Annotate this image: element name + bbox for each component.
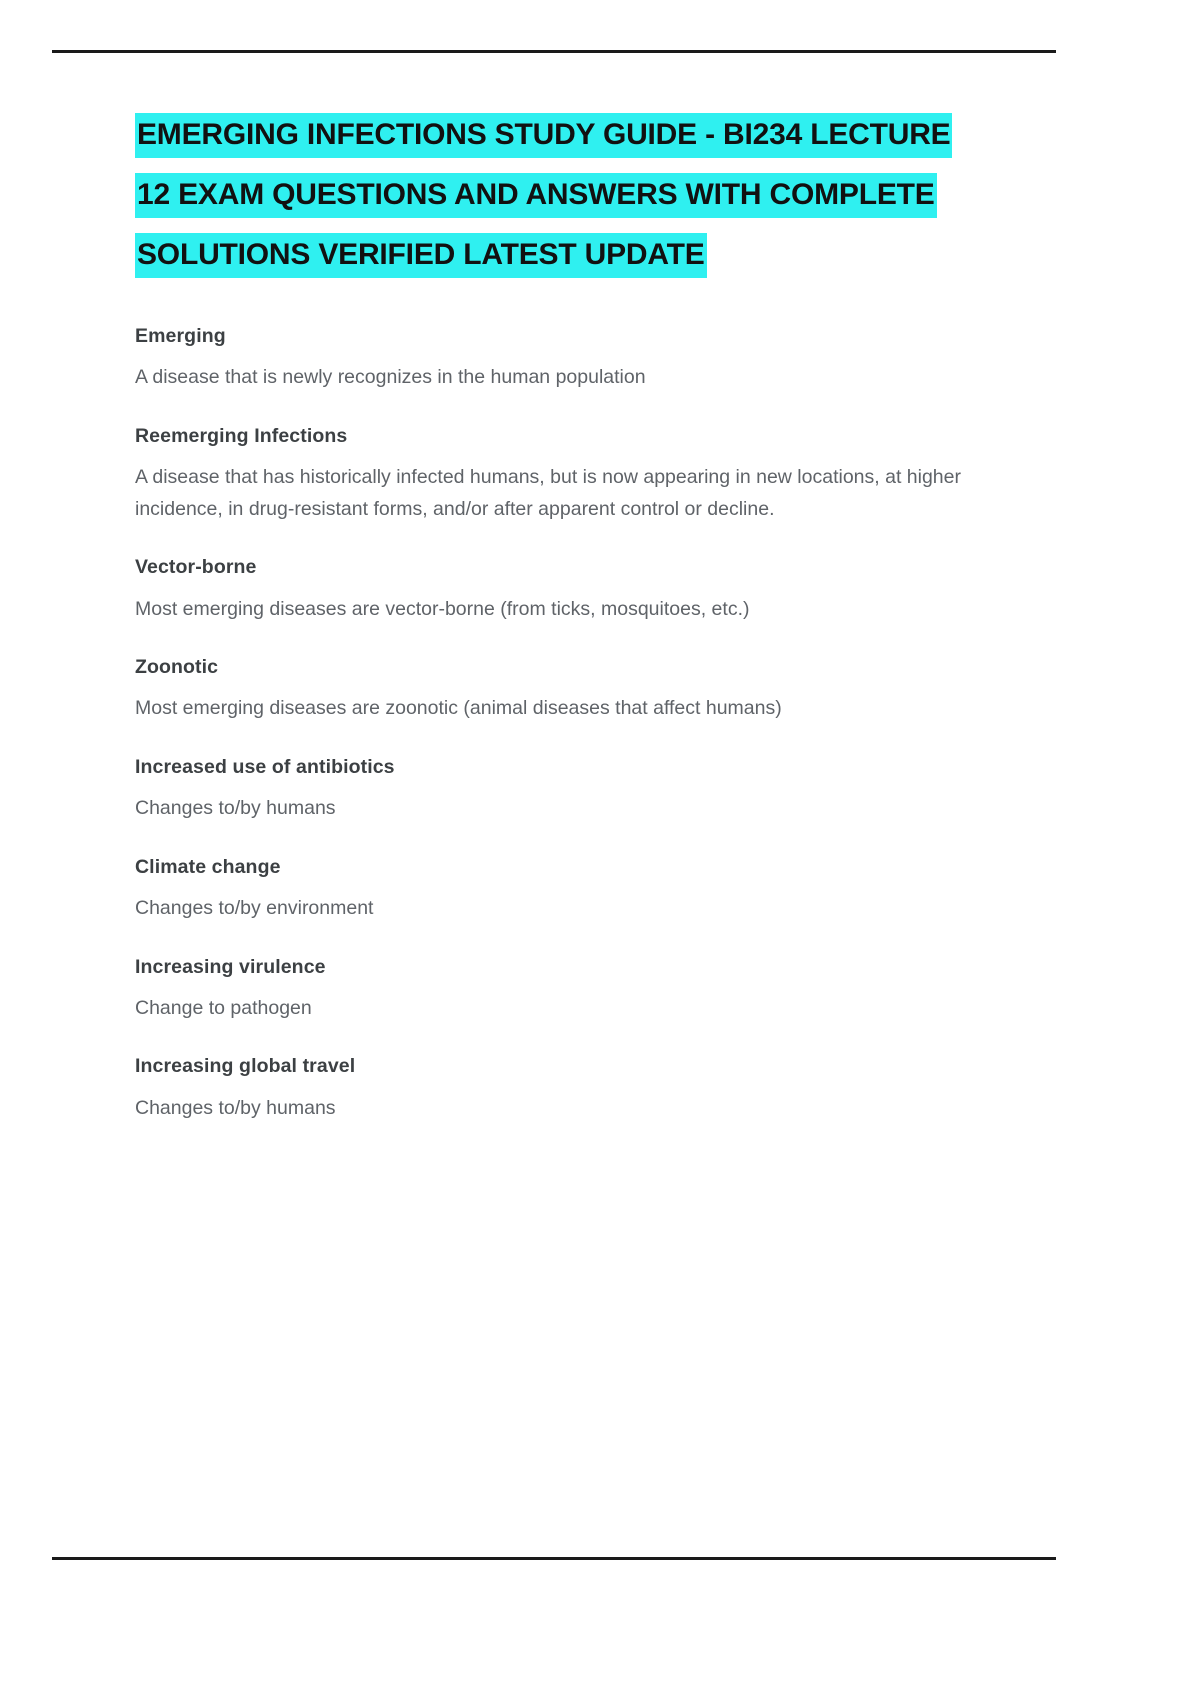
term-label: Vector-borne bbox=[135, 556, 257, 579]
document-content bbox=[135, 120, 1035, 1124]
definition-text: Changes to/by humans bbox=[135, 797, 336, 820]
term-label: Increased use of antibiotics bbox=[135, 755, 395, 778]
title-line-3-text: SOLUTIONS VERIFIED LATEST UPDATE bbox=[135, 233, 707, 278]
definition-text: Changes to/by humans bbox=[135, 1096, 336, 1119]
document-title bbox=[135, 120, 1035, 270]
title-line-2 bbox=[135, 180, 1035, 210]
footer-divider bbox=[52, 1557, 1056, 1560]
term-label: Reemerging Infections bbox=[135, 424, 348, 447]
term-label: Increasing virulence bbox=[135, 955, 326, 978]
title-line-1 bbox=[135, 120, 1035, 150]
title-line-1-text: EMERGING INFECTIONS STUDY GUIDE - BI234 LECTURE bbox=[135, 113, 952, 158]
definition-text: Most emerging diseases are zoonotic (animal diseases that affect humans) bbox=[135, 697, 782, 720]
title-line-2-text: 12 EXAM QUESTIONS AND ANSWERS WITH COMPLETE bbox=[135, 173, 937, 218]
term-label: Emerging bbox=[135, 325, 226, 347]
definition-text: Changes to/by environment bbox=[135, 897, 374, 920]
definition-text: Most emerging diseases are vector-borne (from ticks, mosquitoes, etc.) bbox=[135, 597, 750, 620]
header-divider bbox=[52, 50, 1056, 53]
term-label: Climate change bbox=[135, 855, 281, 878]
definition-text: A disease that has historically infected humans, but is now appearing in new locations, at higher incidence, in drug-resistant forms, and/or after apparent control or decline. bbox=[135, 466, 961, 520]
term-label: Increasing global travel bbox=[135, 1055, 356, 1078]
term-definition-list bbox=[135, 322, 1035, 1124]
definition-text: Change to pathogen bbox=[135, 996, 312, 1019]
title-line-3 bbox=[135, 240, 1035, 270]
definition-text: A disease that is newly recognizes in the human population bbox=[135, 366, 646, 389]
term-label: Zoonotic bbox=[135, 656, 219, 679]
